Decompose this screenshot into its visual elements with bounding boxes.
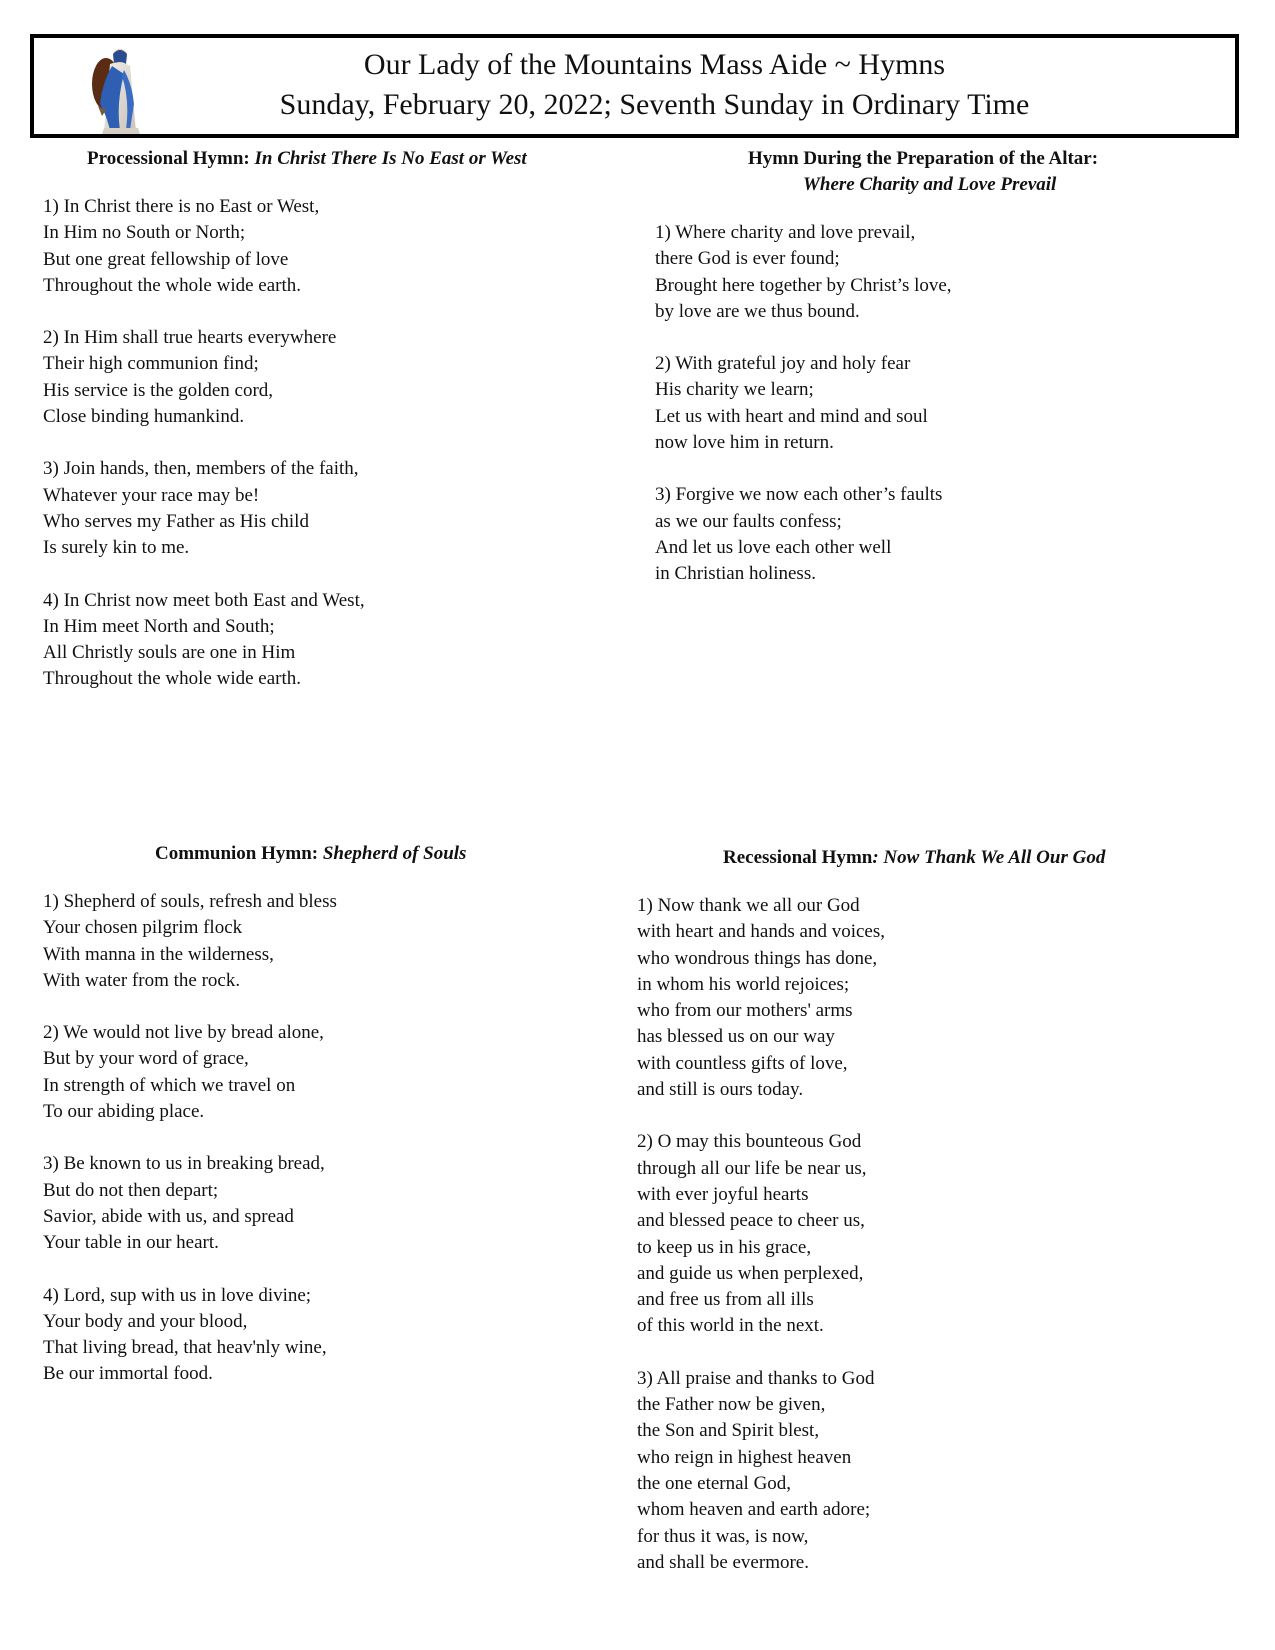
verse-line: the Son and Spirit blest, [637, 1420, 820, 1442]
verse-line: 2) In Him shall true hearts everywhere [43, 327, 337, 349]
verse-line: the Father now be given, [637, 1394, 826, 1416]
verse-line: has blessed us on our way [637, 1026, 835, 1048]
verse-line: whom heaven and earth adore; [637, 1499, 871, 1521]
verse-line: and guide us when perplexed, [637, 1262, 864, 1284]
verse [655, 351, 1098, 456]
verse [43, 588, 527, 693]
verse-line: 3) Join hands, then, members of the faith, [43, 458, 359, 480]
verse-line: by love are we thus bound. [655, 300, 860, 322]
verse [43, 1020, 466, 1125]
page-subtitle: Sunday, February 20, 2022; Seventh Sunday in Ordinary Time [279, 88, 1030, 121]
verse-line: Close binding humankind. [43, 406, 245, 428]
processional-label: Processional Hymn: [87, 148, 250, 169]
recessional-label: Recessional Hymn [723, 847, 873, 868]
header-box [30, 34, 1239, 138]
verse-line: the one eternal God, [637, 1472, 792, 1494]
verse-line: with ever joyful hearts [637, 1183, 809, 1205]
page-title: Our Lady of the Mountains Mass Aide ~ Hymns [363, 48, 946, 81]
verse-line: But by your word of grace, [43, 1048, 249, 1070]
verse-line: His charity we learn; [655, 379, 814, 401]
communion-title: Shepherd of Souls [322, 843, 467, 864]
verse-line: 2) With grateful joy and holy fear [655, 353, 911, 375]
verse-line: 3) All praise and thanks to God [637, 1367, 875, 1389]
verse-line: Savior, abide with us, and spread [43, 1205, 294, 1227]
verse-line: 4) In Christ now meet both East and West, [43, 589, 365, 611]
verse [43, 325, 527, 430]
communion-heading [43, 841, 466, 867]
verse [637, 1129, 1105, 1339]
verse-line: Who serves my Father as His child [43, 510, 309, 532]
verse-line: of this world in the next. [637, 1315, 824, 1337]
verse [43, 889, 466, 994]
verse-line: All Christly souls are one in Him [43, 642, 296, 664]
recessional-hymn [637, 845, 1105, 1602]
verse-line: 3) Forgive we now each other’s faults [655, 484, 943, 506]
processional-hymn [43, 146, 527, 719]
verse-line: Throughout the whole wide earth. [43, 668, 302, 690]
verse-line: who wondrous things has done, [637, 947, 878, 969]
verse-line: Is surely kin to me. [43, 537, 190, 559]
verse-line: and blessed peace to cheer us, [637, 1210, 865, 1232]
verse-line: But do not then depart; [43, 1179, 219, 1201]
verse-line: for thus it was, is now, [637, 1525, 809, 1547]
verse-line: who reign in highest heaven [637, 1446, 852, 1468]
preparation-label: Hymn During the Preparation of the Altar: [748, 148, 1099, 169]
processional-heading [43, 146, 527, 172]
verse-line: now love him in return. [655, 432, 834, 454]
verse-line: Be our immortal food. [43, 1363, 213, 1385]
verse-line: To our abiding place. [43, 1101, 205, 1123]
verse [637, 1366, 1105, 1576]
verse-line: Brought here together by Christ’s love, [655, 274, 952, 296]
verse-line: Your chosen pilgrim flock [43, 917, 243, 939]
verse-line: Whatever your race may be! [43, 484, 260, 506]
verse-line: 3) Be known to us in breaking bread, [43, 1153, 325, 1175]
verse-line: His service is the golden cord, [43, 379, 274, 401]
verse [655, 220, 1098, 325]
verse-line: Their high communion find; [43, 353, 259, 375]
verse-line: with countless gifts of love, [637, 1052, 848, 1074]
verse-line: and still is ours today. [637, 1079, 804, 1101]
processional-title: In Christ There Is No East or West [254, 148, 527, 169]
verse [43, 1151, 466, 1256]
verse [43, 456, 527, 561]
verse-line: and free us from all ills [637, 1289, 814, 1311]
verse [43, 1283, 466, 1388]
verse-line: 2) We would not live by bread alone, [43, 1022, 324, 1044]
communion-hymn [43, 841, 466, 1414]
verse-line: 2) O may this bounteous God [637, 1131, 862, 1153]
preparation-heading [748, 146, 1098, 198]
recessional-heading [637, 845, 1105, 871]
verse-line: with heart and hands and voices, [637, 921, 885, 943]
verse-line: 4) Lord, sup with us in love divine; [43, 1284, 312, 1306]
verse-line: And let us love each other well [655, 536, 892, 558]
verse-line: But one great fellowship of love [43, 248, 289, 270]
verse-line: as we our faults confess; [655, 510, 842, 532]
verse [655, 482, 1098, 587]
verse-line: 1) Shepherd of souls, refresh and bless [43, 891, 337, 912]
verse-line: and shall be evermore. [637, 1551, 809, 1573]
verse-line: That living bread, that heav'nly wine, [43, 1337, 327, 1359]
verse-line: Your table in our heart. [43, 1232, 219, 1254]
verse-line: to keep us in his grace, [637, 1236, 812, 1258]
verse [637, 893, 1105, 1103]
preparation-hymn [655, 146, 1098, 614]
verse-line: In Him meet North and South; [43, 615, 275, 637]
preparation-title: Where Charity and Love Prevail [803, 174, 1057, 195]
verse-line: With water from the rock. [43, 969, 241, 991]
verse-line: With manna in the wilderness, [43, 943, 274, 965]
verse [43, 194, 527, 299]
verse-line: 1) Now thank we all our God [637, 895, 860, 916]
verse-line: who from our mothers' arms [637, 1000, 853, 1022]
verse-line: Throughout the whole wide earth. [43, 274, 302, 296]
verse-line: in Christian holiness. [655, 563, 816, 585]
recessional-title: : Now Thank We All Our God [872, 847, 1106, 868]
verse-line: In strength of which we travel on [43, 1074, 296, 1096]
verse-line: 1) In Christ there is no East or West, [43, 196, 320, 217]
communion-label: Communion Hymn: [155, 843, 319, 864]
verse-line: there God is ever found; [655, 248, 840, 270]
verse-line: In Him no South or North; [43, 222, 246, 244]
verse-line: in whom his world rejoices; [637, 973, 850, 995]
verse-line: Let us with heart and mind and soul [655, 405, 928, 427]
verse-line: 1) Where charity and love prevail, [655, 222, 916, 243]
verse-line: Your body and your blood, [43, 1310, 248, 1332]
verse-line: through all our life be near us, [637, 1157, 867, 1179]
